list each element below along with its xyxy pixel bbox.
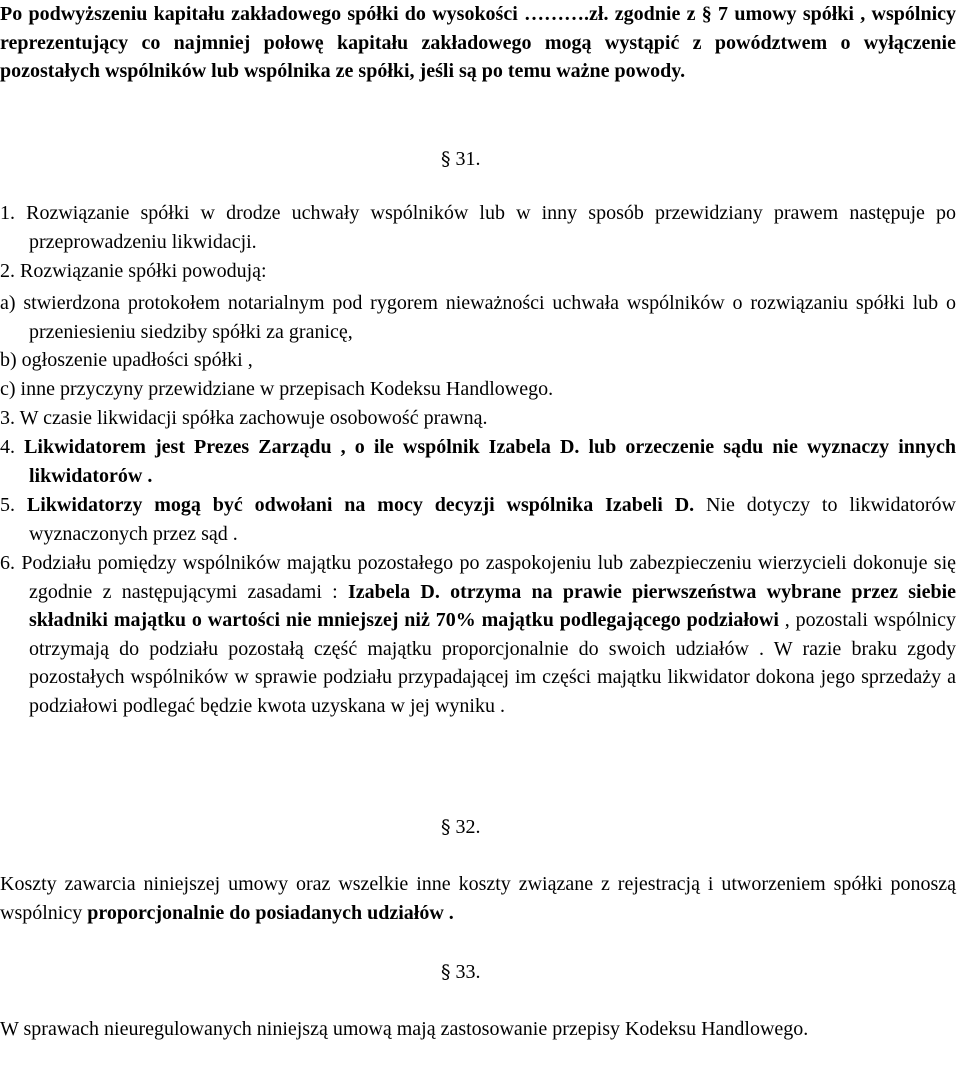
item-number: 5. [0,494,15,516]
item-1 [0,199,956,256]
section-number: 33. [455,961,481,983]
item-3 [0,404,956,433]
paragraph-text: Koszty zawarcia niniejszej umowy oraz wszelkie inne koszty związane z rejestracją i utworzeniem spółki ponoszą wspólnicy [0,873,956,924]
section-sign: § [441,148,451,170]
item-text-bold: Izabela D. otrzyma na prawie pierwszeństwa wybrane przez siebie składniki majątku o wartości nie mniejszej niż 70% majątku podlegającego podziałowi [29,580,956,631]
section-32-heading [441,813,481,841]
item-number: 3. [0,407,15,429]
section-number: 31. [455,148,481,170]
item-text: Rozwiązanie spółki powodują: [20,260,267,282]
item-number: 1. [0,202,15,224]
section-33-heading [441,958,481,986]
item-text: Nie dotyczy to likwidatorów wyznaczonych przez sąd . [29,494,956,545]
item-2a: a) stwierdzona protokołem notarialnym pod rygorem nieważności uchwała wspólników o rozwiązaniu spółki lub o przeniesieniu siedziby spółki za granicę, [0,292,956,343]
item-2b: b) ogłoszenie upadłości spółki , [0,349,253,371]
section-31-heading [441,145,481,173]
section-32-paragraph [0,870,956,927]
intro-paragraph: Po podwyższeniu kapitału zakładowego spółki do wysokości ……….zł. zgodnie z § 7 umowy spółki , wspólnicy reprezentujący co najmniej połowę kapitału zakładowego mogą wystąpić z powództwem o wyłączenie pozostałych wspólników lub wspólnika ze spółki, jeśli są po temu ważne powody. [0,3,956,82]
item-5 [0,491,956,548]
item-4 [0,433,956,490]
item-text: Podziału pomiędzy wspólników majątku pozostałego po zaspokojeniu lub zabezpieczeniu wierzycieli dokonuje się zgodnie z następującymi zasadami : [21,552,956,603]
item-text: Rozwiązanie spółki w drodze uchwały wspólników lub w inny sposób przewidziany prawem następuje po przeprowadzeniu likwidacji. [26,202,956,253]
paragraph-text-bold: proporcjonalnie do posiadanych udziałów . [87,901,454,924]
item-text-bold: Likwidatorem jest Prezes Zarządu , o ile wspólnik Izabela D. lub orzeczenie sądu nie wyznaczy innych likwidatorów . [24,436,957,487]
section-sign: § [441,816,451,838]
item-text: W czasie likwidacji spółka zachowuje osobowość prawną. [19,407,488,429]
item-number: 4. [0,436,15,458]
section-number: 32. [455,816,481,838]
item-number: 2. [0,260,15,282]
item-6 [0,549,956,720]
item-2 [0,257,956,286]
section-sign: § [441,961,451,983]
item-number: 6. [0,552,15,574]
section-33-paragraph: W sprawach nieuregulowanych niniejszą umową mają zastosowanie przepisy Kodeksu Handlowego. [0,1018,809,1040]
item-text-bold: Likwidatorzy mogą być odwołani na mocy decyzji wspólnika Izabeli D. [26,494,695,516]
item-text: , pozostali wspólnicy otrzymają do podziału pozostałą część majątku proporcjonalnie do swoich udziałów . W razie braku zgody pozostałych wspólników w sprawie podziału przypadającej im części majątku likwidator dokona jego sprzedaży a podziałowi podlegać będzie kwota uzyskana w jej wyniku . [29,609,956,717]
item-2c: c) inne przyczyny przewidziane w przepisach Kodeksu Handlowego. [0,378,554,400]
